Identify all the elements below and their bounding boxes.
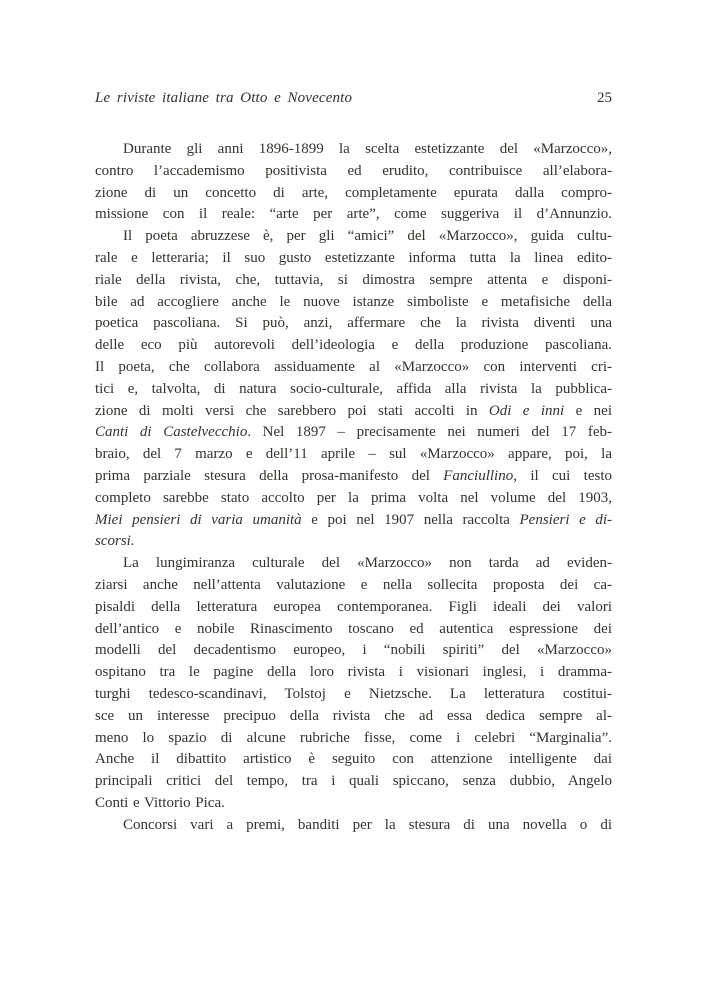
- text-line: pisaldi della letteratura europea contemporanea. Figli ideali dei valori: [95, 598, 612, 615]
- page-number: 25: [597, 90, 612, 106]
- paragraph: [95, 553, 612, 815]
- text-line: Concorsi vari a premi, banditi per la stesura di una novella o di: [123, 816, 612, 833]
- text-line: Miei pensieri di varia umanità e poi nel 1907 nella raccolta Pensieri e di-: [95, 511, 612, 528]
- text-line: Durante gli anni 1896-1899 la scelta estetizzante del «Marzocco»,: [123, 141, 612, 157]
- text-line: missione con il reale: “arte per arte”, come suggeriva il d’Annunzio.: [95, 206, 612, 223]
- text-line: bile ad accogliere anche le nuove istanze simboliste e metafisiche della: [95, 293, 612, 310]
- text-line: scorsi.: [95, 533, 135, 550]
- text-line: Il poeta abruzzese è, per gli “amici” del «Marzocco», guida cultu-: [123, 228, 612, 245]
- paragraph: [95, 815, 612, 837]
- text-line: meno lo spazio di alcune rubriche fisse, come i celebri “Marginalia”.: [95, 729, 612, 746]
- text-line: completo sarebbe stato accolto per la prima volta nel volume del 1903,: [95, 489, 612, 506]
- text-line: delle eco più autorevoli dell’ideologia e della produzione pascoliana.: [95, 337, 612, 354]
- text-line: principali critici del tempo, tra i quali spiccano, senza dubbio, Angelo: [95, 773, 612, 790]
- text-line: ospitano tra le pagine della loro rivista i visionari inglesi, i dramma-: [95, 664, 612, 681]
- running-header: [95, 90, 612, 106]
- text-line: zione di un concetto di arte, completamente epurata dalla compro-: [95, 184, 612, 201]
- text-line: dell’antico e nobile Rinascimento toscano ed autentica espressione dei: [95, 620, 612, 637]
- page-body: [95, 139, 612, 837]
- text-line: Conti e Vittorio Pica.: [95, 794, 225, 811]
- paragraph: [95, 226, 612, 553]
- text-line: tici e, talvolta, di natura socio-culturale, affida alla rivista la pubblica-: [95, 380, 612, 397]
- text-line: sce un interesse precipuo della rivista che ad essa dedica sempre al-: [95, 707, 612, 724]
- text-line: prima parziale stesura della prosa-manifesto del Fanciullino, il cui testo: [95, 467, 612, 484]
- text-line: contro l’accademismo positivista ed erudito, contribuisce all’elabora-: [95, 162, 612, 179]
- text-line: Anche il dibattito artistico è seguito con attenzione intelligente dai: [95, 751, 612, 768]
- text-line: ziarsi anche nell’attenta valutazione e nella sollecita proposta dei ca-: [95, 576, 612, 593]
- text-line: La lungimiranza culturale del «Marzocco» non tarda ad eviden-: [123, 555, 612, 572]
- running-header-title: Le riviste italiane tra Otto e Novecento: [95, 90, 353, 106]
- text-line: Il poeta, che collabora assiduamente al «Marzocco» con interventi cri-: [95, 358, 612, 375]
- text-line: modelli del decadentismo europeo, i “nobili spiriti” del «Marzocco»: [95, 642, 612, 659]
- text-line: Canti di Castelvecchio. Nel 1897 – precisamente nei numeri del 17 feb-: [95, 424, 612, 441]
- text-line: rale e letteraria; il suo gusto estetizzante informa tutta la linea edito-: [95, 249, 612, 266]
- text-line: braio, del 7 marzo e dell’11 aprile – sul «Marzocco» appare, poi, la: [95, 446, 612, 463]
- paragraph: [95, 139, 612, 226]
- text-line: turghi tedesco-scandinavi, Tolstoj e Nietzsche. La letteratura costitui-: [95, 685, 612, 702]
- text-line: riale della rivista, che, tuttavia, si dimostra sempre attenta e disponi-: [95, 271, 612, 288]
- text-line: zione di molti versi che sarebbero poi stati accolti in Odi e inni e nei: [95, 402, 612, 419]
- text-line: poetica pascoliana. Si può, anzi, affermare che la rivista diventi una: [95, 315, 612, 332]
